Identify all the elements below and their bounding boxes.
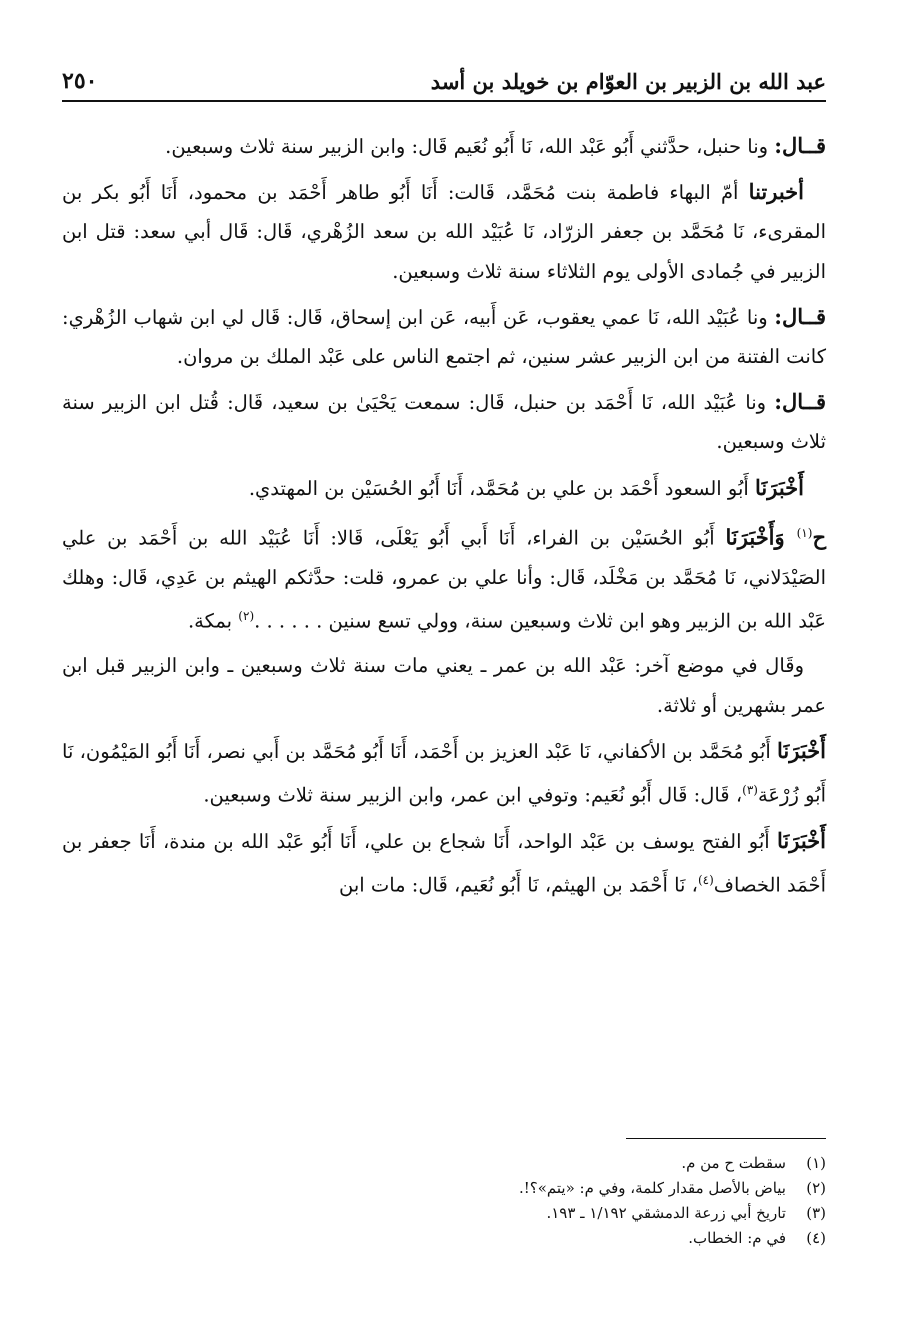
main-text [62,126,826,911]
paragraph-5 [62,468,826,508]
footnote-divider [626,1138,826,1139]
paragraph-8 [62,731,826,815]
paragraph-text: أَبُو الحُسَيْن بن الفراء، أَنَا أَبي أَبُو يَعْلَى، قَالا: أَنَا عُبَيْد الله بن أَحْمَد بن علي الصَيْدَلاني، نَا مُحَمَّد بن مَخْلَد، قَال: وأنا علي بن عمرو، قلت: حدَّثكم الهيثم بن عَدِي، قَال: وهلك عَبْد الله بن الزبير وهو ابن ثلاث وسبعين سنة، وولي تسع سنين . . . . . . [62,526,826,633]
footnote-ref-3: (٣) [742,783,758,798]
footnote-ref-1: (١) [796,525,813,540]
footnote-text: سقطت ح من م. [681,1154,786,1172]
paragraph-lead: أخبرتنا [748,179,804,205]
paragraph-text: أمّ البهاء فاطمة بنت مُحَمَّد، قَالت: أَنَا أَبُو طاهر أَحْمَد بن محمود، أَنَا أَبُو بكر بن المقرىء، نَا مُحَمَّد بن جعفر الزرّاد، نَا عُبَيْد الله بن سعد الزُهْري، قَال: قَال أبي سعد: قتل ابن الزبير في جُمادى الأولى يوم الثلاثاء سنة ثلاث وسبعين. [62,181,826,283]
footnote-text: تاريخ أبي زرعة الدمشقي ١/١٩٢ ـ ١٩٣. [546,1204,786,1222]
paragraph-6 [62,514,826,641]
paragraph-text: ونا عُبَيْد الله، نَا أَحْمَد بن حنبل، قَال: سمعت يَحْيَىٰ بن سعيد، قَال: قُتل ابن الزبير سنة ثلاث وسبعين. [62,391,826,454]
paragraph-text: أَبُو الفتح يوسف بن عَبْد الواحد، أَنَا شجاع بن علي، أَنَا أَبُو عَبْد الله بن مندة، أَنَا جعفر بن أَحْمَد الخصاف [62,829,826,897]
running-title: عبد الله بن الزبير بن العوّام بن خويلد بن أسد [430,69,826,94]
paragraph-prefix: ح [812,524,826,550]
page-number: ٢٥٠ [62,68,98,94]
paragraph-text: أَبُو السعود أَحْمَد بن علي بن مُحَمَّد، أَنَا أَبُو الحُسَيْن بن المهتدي. [248,476,756,500]
footnotes [62,1138,826,1251]
paragraph-tail: ، نَا أَحْمَد بن الهيثم، نَا أَبُو نُعَيم، قَال: مات ابن [338,873,698,897]
paragraph-9 [62,821,826,905]
footnote-1 [62,1151,826,1176]
paragraph-3 [62,297,826,376]
footnote-number: (٤) [806,1229,826,1247]
paragraph-text: أَبُو مُحَمَّد بن الأكفاني، نَا عَبْد العزيز بن أَحْمَد، أَنَا أَبُو مُحَمَّد بن أَبي نصر، أَنَا أَبُو المَيْمُون، نَا أَبُو زُرْعَة [62,739,826,807]
paragraph-text: ونا حنبل، حدَّثني أَبُو عَبْد الله، نَا أَبُو نُعَيم قَال: وابن الزبير سنة ثلاث وسبعين. [165,135,775,158]
footnote-number: (١) [806,1154,826,1172]
paragraph-lead: وَأَخْبَرَنَا [725,524,797,550]
footnote-ref-2: (٢) [238,608,255,623]
paragraph-text: ونا عُبَيْد الله، نَا عمي يعقوب، عَن أَبيه، عَن ابن إسحاق، قَال: قَال لي ابن شهاب الزُهْري: كانت الفتنة من ابن الزبير عشر سنين، ثم اجتمع الناس على عَبْد الملك بن مروان. [62,305,826,369]
paragraph-lead: قــال: [774,389,826,415]
footnote-text: في م: الخطاب. [688,1229,786,1247]
paragraph-4 [62,382,826,461]
paragraph-lead: أَخْبَرَنَا [755,474,804,500]
paragraph-lead: أَخْبَرَنَا [777,827,826,853]
footnote-3 [62,1201,826,1226]
paragraph-lead: أَخْبَرَنَا [777,737,826,763]
paragraph-7 [62,646,826,724]
footnote-2 [62,1176,826,1201]
footnote-4 [62,1226,826,1251]
paragraph-lead: قــال: [774,303,826,329]
footnote-number: (٣) [806,1204,826,1222]
paragraph-2 [62,172,826,291]
paragraph-tail: ، قَال: قَال أَبُو نُعَيم: وتوفي ابن عمر، وابن الزبير سنة ثلاث وسبعين. [203,783,743,807]
paragraph-text: وقَال في موضع آخر: عَبْد الله بن عمر ـ يعني مات سنة ثلاث وسبعين ـ وابن الزبير قبل ابن عمر بشهرين أو ثلاثة. [62,654,826,717]
paragraph-1 [62,126,826,166]
footnote-number: (٢) [806,1179,826,1197]
paragraph-tail: بمكة. [187,609,239,633]
paragraph-lead: قــال: [774,133,826,158]
footnote-text: بياض بالأصل مقدار كلمة، وفي م: «يتم»؟!. [518,1179,786,1197]
footnote-ref-4: (٤) [697,872,714,887]
page-header [62,58,826,102]
